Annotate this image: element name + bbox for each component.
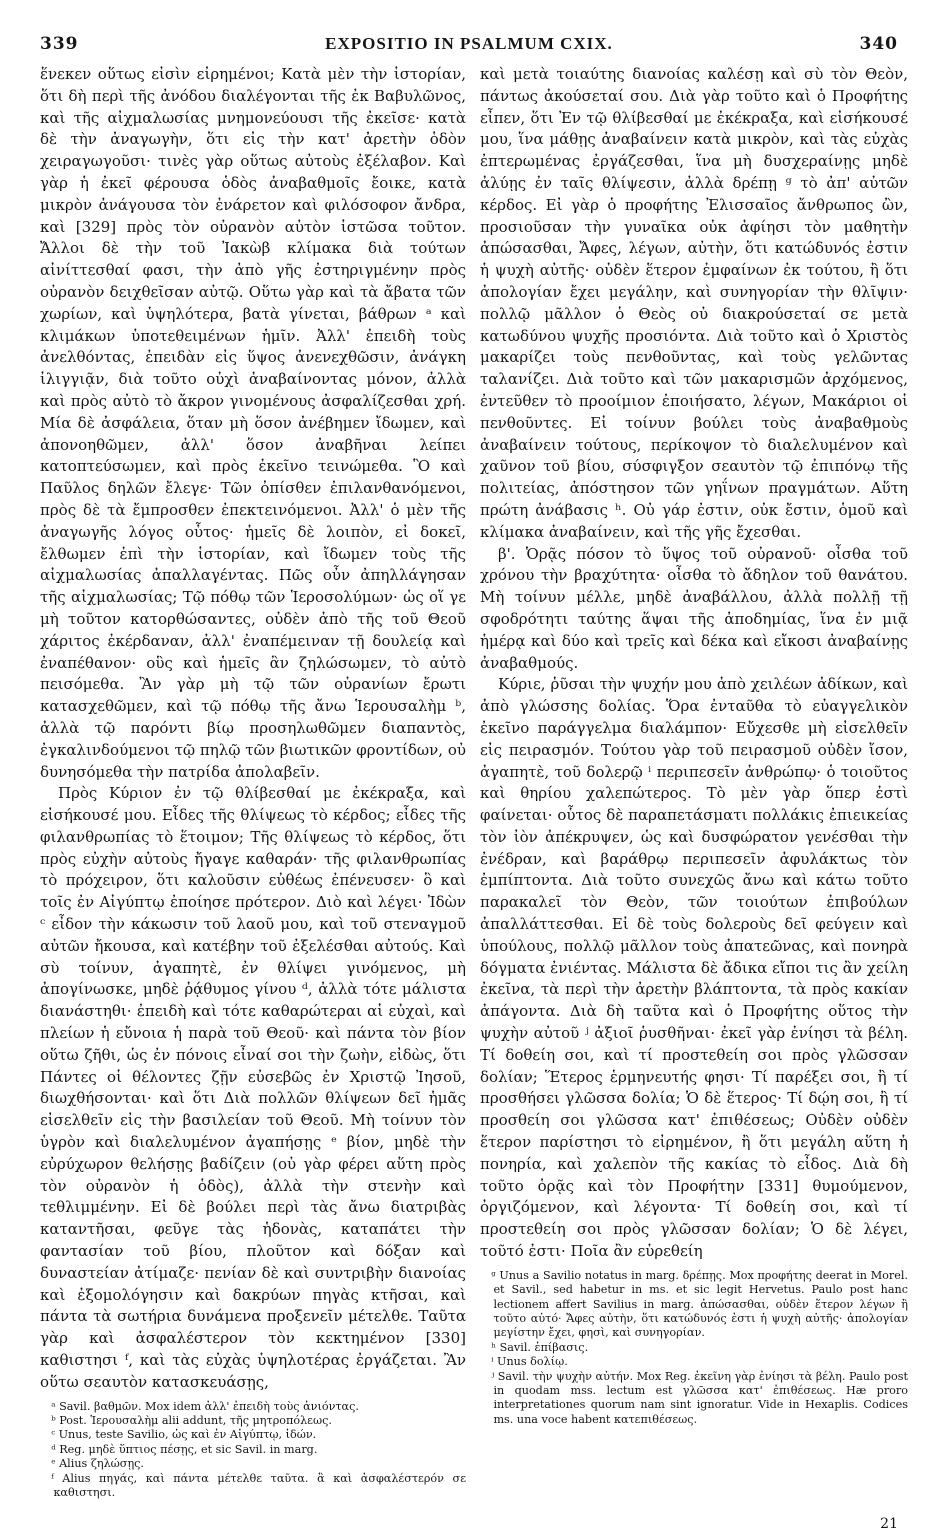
left-column [40,64,466,1500]
footnote-b: ᵇ Post. Ἱερουσαλὴμ alii addunt, τῆς μητροπόλεως. [51,1414,332,1428]
left-paragraph-1: ἕνεκεν οὕτως εἰσὶν εἰρημένοι; Κατὰ μὲν τὴν ἱστορίαν, ὅτι δὴ περὶ τῆς ἀνόδου διαλέγονται τῆς ἐκ Βαβυλῶνος, καὶ τῆς αἰχμαλωσίας μνημονεύουσι τῆς ἐκεῖσε· κατὰ δὲ τὴν ἀναγωγὴν, ὅτι εἰς τὴν κατ' ἀρετὴν ὁδὸν χειραγωγοῦσι· τινὲς γὰρ οὕτως αὐτοὺς ἐξέλαβον. Καὶ γὰρ ἡ ἐκεῖ φέρουσα ὁδὸς ἀναβαθμοῖς ἔοικε, κατὰ μικρὸν ἀνάγουσα τὸν ἐνάρετον καὶ φιλόσοφον ἄνδρα, καὶ [329] πρὸς τὸν οὐρανὸν αὐτὸν ἱστῶσα τοῦτον. Ἄλλοι δὲ τὴν τοῦ Ἰακὼβ κλίμακα διὰ τούτων αἰνίττεσθαί φασι, τὴν ἀπὸ γῆς ἐστηριγμένην πρὸς οὐρανὸν δειχθεῖσαν αὐτῷ. Οὕτω γὰρ καὶ τὰ ἄβατα τῶν χωρίων, καὶ ὑψηλότερα, βατὰ γίνεται, βάθρων ᵃ καὶ κλιμάκων ὑποτεθειμένων ἡμῖν. Ἀλλ' ἐπειδὴ τοὺς ἀνελθόντας, ἐπειδὰν εἰς ὕψος ἀνενεχθῶσιν, ἀνάγκη ἰλιγγιᾷν, διὰ τοῦτο οὐχὶ ἀναβαίνοντας μόνον, ἀλλὰ καὶ πρὸς αὐτὸ τὸ ἄκρον γινομένους ἀσφαλίζεσθαι χρή. Μία δὲ ἀσφάλεια, ὅταν μὴ ὅσον ἀνέβημεν ἴδωμεν, καὶ ἀπονοηθῶμεν, ἀλλ' ὅσον ἀναβῆναι λείπει κατοπτεύσωμεν, καὶ πρὸς ἐκεῖνο τεινώμεθα. Ὃ καὶ Παῦλος δηλῶν ἔλεγε· Τῶν ὀπίσθεν ἐπιλανθανόμενοι, πρὸς δὲ τὰ ἔμπροσθεν ἐπεκτεινόμενοι. Ἀλλ' ὁ μὲν τῆς ἀναγωγῆς λόγος οὗτος· ἡμεῖς δὲ λοιπὸν, εἰ δοκεῖ, ἔλθωμεν ἐπὶ τὴν ἱστορίαν, καὶ ἴδωμεν τοὺς τῆς αἰχμαλωσίας ἀπαλλαγέντας. Πῶς οὖν ἀπηλλάγησαν τῆς αἰχμαλωσίας; Τῷ πόθῳ τῶν Ἱεροσολύμων· ὡς οἵ γε μὴ τοῦτον κατορθώσαντες, οὐδὲν ἀπὸ τῆς τοῦ Θεοῦ χάριτος ἐκέρδαναν, ἀλλ' ἐναπέμειναν τῇ δουλείᾳ καὶ ἐναπέθανον· οὓς καὶ ἡμεῖς ἂν ζηλώσωμεν, τὸ αὐτὸ πεισόμεθα. Ἂν γὰρ μὴ τῷ τῶν οὐρανίων ἔρωτι κατασχεθῶμεν, καὶ τῷ πόθῳ τῆς ἄνω Ἱερουσαλὴμ ᵇ, ἀλλὰ τῷ παρόντι βίῳ προσηλωθῶμεν διαπαντὸς, ἐγκαλινδούμενοι τῷ πηλῷ τῶν βιωτικῶν φροντίδων, οὐ δυνησόμεθα τὴν πατρίδα ἀπολαβεῖν. [40,65,466,781]
right-footnotes [480,1269,908,1427]
running-title: EXPOSITIO IN PSALMUM CXIX. [325,34,613,53]
footnote-e: ᵉ Alius ζηλώσῃς. [51,1457,144,1471]
page-number-right: 340 [859,34,898,54]
left-paragraph-2: Πρὸς Κύριον ἐν τῷ θλίβεσθαί με ἐκέκραξα, καὶ εἰσήκουσέ μου. Εἶδες τῆς θλίψεως τὸ κέρδος; εἶδες τῆς φιλανθρωπίας τὸ ἕτοιμον; Τῆς θλίψεως τὸ κέρδος, ὅτι πρὸς εὐχὴν αὐτοὺς ἤγαγε καθαράν· τῆς φιλανθρωπίας τὸ πρόχειρον, ὅτι καλοῦσιν εὐθέως ἐπένευσεν· ὃ καὶ τοῖς ἐν Αἰγύπτῳ ἐποίησε πρότερον. Διὸ καὶ λέγει· Ἰδὼν ᶜ εἶδον τὴν κάκωσιν τοῦ λαοῦ μου, καὶ τοῦ στεναγμοῦ αὐτῶν ἤκουσα, καὶ κατέβην τοῦ ἐξελέσθαι αὐτούς. Καὶ σὺ τοίνυν, ἀγαπητὲ, ἐν θλίψει γινόμενος, μὴ ἀπογίνωσκε, μηδὲ ῥᾴθυμος γίνου ᵈ, ἀλλὰ τότε μάλιστα διανάστηθι· ἐπειδὴ καὶ τότε καθαρώτεραι αἱ εὐχαὶ, καὶ πλείων ἡ εὔνοια ἡ παρὰ τοῦ Θεοῦ· καὶ πάντα τὸν βίον οὕτω ζῆθι, ὡς ἐν πόνοις εἶναί σοι τὴν ζωὴν, εἰδὼς, ὅτι Πάντες οἱ θέλοντες ζῇν εὐσεβῶς ἐν Χριστῷ Ἰησοῦ, διωχθήσονται· καὶ ὅτι Διὰ πολλῶν θλίψεων δεῖ ἡμᾶς εἰσελθεῖν εἰς τὴν βασιλείαν τοῦ Θεοῦ. Μὴ τοίνυν τὸν ὑγρὸν καὶ διαλελυμένον ἀγαπήσῃς ᵉ βίον, μηδὲ τὴν εὐρύχωρον θελήσῃς βαδίζειν (οὐ γὰρ φέρει αὕτη πρὸς τὸν οὐρανὸν ἡ ὁδὸς), ἀλλὰ τὴν στενὴν καὶ τεθλιμμένην. Εἰ δὲ βούλει περὶ τὰς ἄνω διατριβὰς καταντῆσαι, φεῦγε τὰς ἡδονὰς, καταπάτει τὴν φαντασίαν τοῦ βίου, πλοῦτον καὶ δόξαν καὶ δυναστείαν ἀτίμαζε· πενίαν δὲ καὶ συντριβὴν διανοίας καὶ ἐξομολόγησιν καὶ δακρύων πηγὰς κτῆσαι, καὶ πάντα τὰ σωτήρια δυνάμενα προξενεῖν μέτελθε. Ταῦτα γὰρ καὶ ἀσφαλέστερον τὸν κεκτημένον [330] καθιστησι ᶠ, καὶ τὰς εὐχὰς ὑψηλοτέρας ἐργάζεται. Ἂν οὕτω σεαυτὸν κατασκευάσῃς, [40,784,466,1391]
footnote-d: ᵈ Reg. μηδὲ ὕπτιος πέσῃς, et sic Savil. in marg. [51,1442,318,1456]
signature-mark: 21 [880,1516,898,1532]
footnote-g: ᵍ Unus a Savilio notatus in marg. δρέπῃς. Mox προφήτης deerat in Morel. et Savil., sed habetur in ms. et sic legit Hervetus. Paulo post hanc lectionem affert Savilius in marg. ἀπώσασθαι, οὐδὲν ἕτερον λέγων ἢ τοῦτο αὐτό· Ἄφες αὐτὴν, ὅτι κατώδυνός ἐστι ἡ ψυχὴ αὐτῆς· ἀπολογίαν μεγίστην ἔχει, φησὶ, καὶ συνηγορίαν. [491,1268,908,1340]
footnote-a: ᵃ Savil. βαθμῶν. Mox idem ἀλλ' ἐπειδὴ τοὺς ἀνιόντας. [51,1399,359,1413]
page-number-left: 339 [40,34,79,54]
right-paragraph-1: καὶ μετὰ τοιαύτης διανοίας καλέσῃ καὶ σὺ τὸν Θεὸν, πάντως ἀκούσεταί σου. Διὰ γὰρ τοῦτο καὶ ὁ Προφήτης εἶπεν, ὅτι Ἐν τῷ θλίβεσθαί με ἐκέκραξα, καὶ εἰσήκουσέ μου, ἵνα μάθῃς ἀναβαίνειν κατὰ μικρὸν, καὶ τὰς εὐχὰς ἐπτερωμένας ἐργάζεσθαι, ἵνα μὴ δυσχεραίνῃς μηδὲ ἀλύῃς ἐν ταῖς θλίψεσιν, ἀλλὰ δρέπῃ ᵍ τὸ ἀπ' αὐτῶν κέρδος. Εἰ γὰρ ὁ προφήτης Ἐλισσαῖος ἄνθρωπος ὢν, προσιοῦσαν τὴν γυναῖκα οὐκ ἀφίησι τὸν μαθητὴν ἀπώσασθαι, Ἄφες, λέγων, αὐτὴν, ὅτι κατώδυνός ἐστιν ἡ ψυχὴ αὐτῆς· οὐδὲν ἕτερον ἐμφαίνων ἐκ τούτου, ἢ ὅτι ἀπολογίαν ἔχει μεγάλην, καὶ συνηγορίαν τὴν θλῖψιν· πολλῷ μᾶλλον ὁ Θεὸς οὐ διακρούσεταί σε μετὰ κατωδύνου ψυχῆς προσιόντα. Διὰ τοῦτο καὶ ὁ Χριστὸς μακαρίζει τοὺς πενθοῦντας, καὶ τοὺς γελῶντας ταλανίζει. Διὰ τοῦτο καὶ τῶν μακαρισμῶν ἀρχόμενος, ἐντεῦθεν τὸ προοίμιον ἐποιήσατο, λέγων, Μακάριοι οἱ πενθοῦντες. Εἰ τοίνυν βούλει τοὺς ἀναβαθμοὺς ἀναβαίνειν τούτους, περίκοψον τὸ διαλελυμένον καὶ χαῦνον τοῦ βίου, σύσφιγξον σεαυτὸν τῷ ἐπιπόνῳ τῆς πολιτείας, ἀπόστησον τῶν γηΐνων πραγμάτων. Αὕτη πρώτη ἀνάβασις ʰ. Οὐ γάρ ἐστιν, οὐκ ἔστιν, ὁμοῦ καὶ κλίμακα ἀναβαίνειν, καὶ τῆς γῆς ἔχεσθαι. [480,65,908,541]
footnote-f: ᶠ Alius πηγάς, καὶ πάντα μέτελθε ταῦτα. ἃ καὶ ἀσφαλέστερόν σε καθιστησι. [51,1471,466,1500]
right-column [480,64,908,1427]
footnote-i: ⁱ Unus δολίῳ. [491,1355,568,1369]
footnote-j: ʲ Savil. τὴν ψυχὴν αὐτήν. Mox Reg. ἐκεῖνη γὰρ ἐνίησι τὰ βέλη. Paulo post in quodam mss. lectum est γλῶσσα κατ' ἐπιθέσεως. Hæ proro interpretationes quorum nam sint ignoratur. Vide in Hexaplis. Codices ms. una voce habent κατεπιθέσεως. [491,1369,908,1426]
left-footnotes [40,1400,466,1501]
right-paragraph-3: Κύριε, ῥῦσαι τὴν ψυχήν μου ἀπὸ χειλέων ἀδίκων, καὶ ἀπὸ γλώσσης δολίας. Ὅρα ἐνταῦθα τὸ εὐαγγελικὸν ἐκεῖνο παράγγελμα διαλάμπον· Εὔχεσθε μὴ εἰσελθεῖν εἰς πειρασμόν. Τούτου γὰρ τοῦ πειρασμοῦ οὐδὲν ἴσον, ἀγαπητὲ, τοῦ δολερῷ ⁱ περιπεσεῖν ἀνθρώπῳ· ὁ τοιοῦτος καὶ θηρίου χαλεπώτερος. Τὸ μὲν γὰρ ὅπερ ἐστὶ φαίνεται· οὗτος δὲ παραπετάσματι πολλάκις ἐπιεικείας τὸν ἰὸν ἀπέκρυψεν, ὡς καὶ δυσφώρατον γενέσθαι τὴν ἐνέδραν, καὶ βαράθρῳ περιπεσεῖν ἀφυλάκτως τὸν ἐμπίπτοντα. Διὰ τοῦτο συνεχῶς ἄνω καὶ κάτω τοῦτο παρακαλεῖ τὸν Θεὸν, τῶν τοιούτων ἐπιβούλων ἀπαλλάττεσθαι. Εἰ δὲ τοὺς δολεροὺς δεῖ φεύγειν καὶ ὑπούλους, πολλῷ μᾶλλον τοὺς ἀπατεῶνας, καὶ πονηρὰ δόγματα ἐνιέντας. Μάλιστα δὲ ἄδικα εἴποι τις ἂν χείλη ἐκεῖνα, τὰ περὶ τὴν ἀρετὴν βλάπτοντα, τὰ πρὸς κακίαν ἀπάγοντα. Διὰ δὴ ταῦτα καὶ ὁ Προφήτης οὕτος τὴν ψυχὴν αὐτοῦ ʲ ἀξιοῖ ῥυσθῆναι· ἐκεῖ γὰρ ἐνίησι τὰ βέλη. Τί δοθείη σοι, καὶ τί προστεθείη σοι πρὸς γλῶσσαν δολίαν; Ἕτερος ἑρμηνευτής φησι· Τί παρέξει σοι, ἢ τί προσθήσει γλῶσσα δολία; Ὁ δὲ ἕτερος· Τί δῴη σοι, ἢ τί προσθείη σοι γλῶσσα κατ' ἐπιθέσεως; Οὐδὲν οὐδὲν ἕτερον παρίστησι τὸ εἰρημένον, ἢ ὅτι μεγάλη αὕτη ἡ πονηρία, καὶ χαλεπὸν τῆς κακίας τὸ εἶδος. Διὰ δὴ τοῦτο ὁρᾷς καὶ τὸν Προφήτην [331] θυμούμενον, ὀργιζόμενον, καὶ λέγοντα· Τί δοθείη σοι, καὶ τί προστεθείη σοι πρὸς γλῶσσαν δολίαν; Ὁ δὲ λέγει, τοῦτό ἐστι· Ποῖα ἂν εὑρεθείη [480,675,908,1261]
footnote-h: ʰ Savil. ἐπίβασις. [491,1340,589,1354]
right-paragraph-2: β'. Ὁρᾷς πόσον τὸ ὕψος τοῦ οὐρανοῦ· οἶσθα τοῦ χρόνου τὴν βραχύτητα· οἶσθα τὸ ἄδηλον τοῦ θανάτου. Μὴ τοίνυν μέλλε, μηδὲ ἀναβάλλου, ἀλλὰ πολλῇ τῇ σφοδρότητι ταύτης ἅψαι τῆς ἀποδημίας, ἵνα ἐν μιᾷ ἡμέρᾳ καὶ δύο καὶ τρεῖς καὶ δέκα καὶ εἴκοσι ἀναβαίνῃς ἀναβαθμούς. [480,544,908,672]
running-header [32,34,906,56]
footnote-c: ᶜ Unus, teste Savilio, ὡς καὶ ἐν Αἰγύπτῳ, ἰδών. [51,1428,317,1442]
